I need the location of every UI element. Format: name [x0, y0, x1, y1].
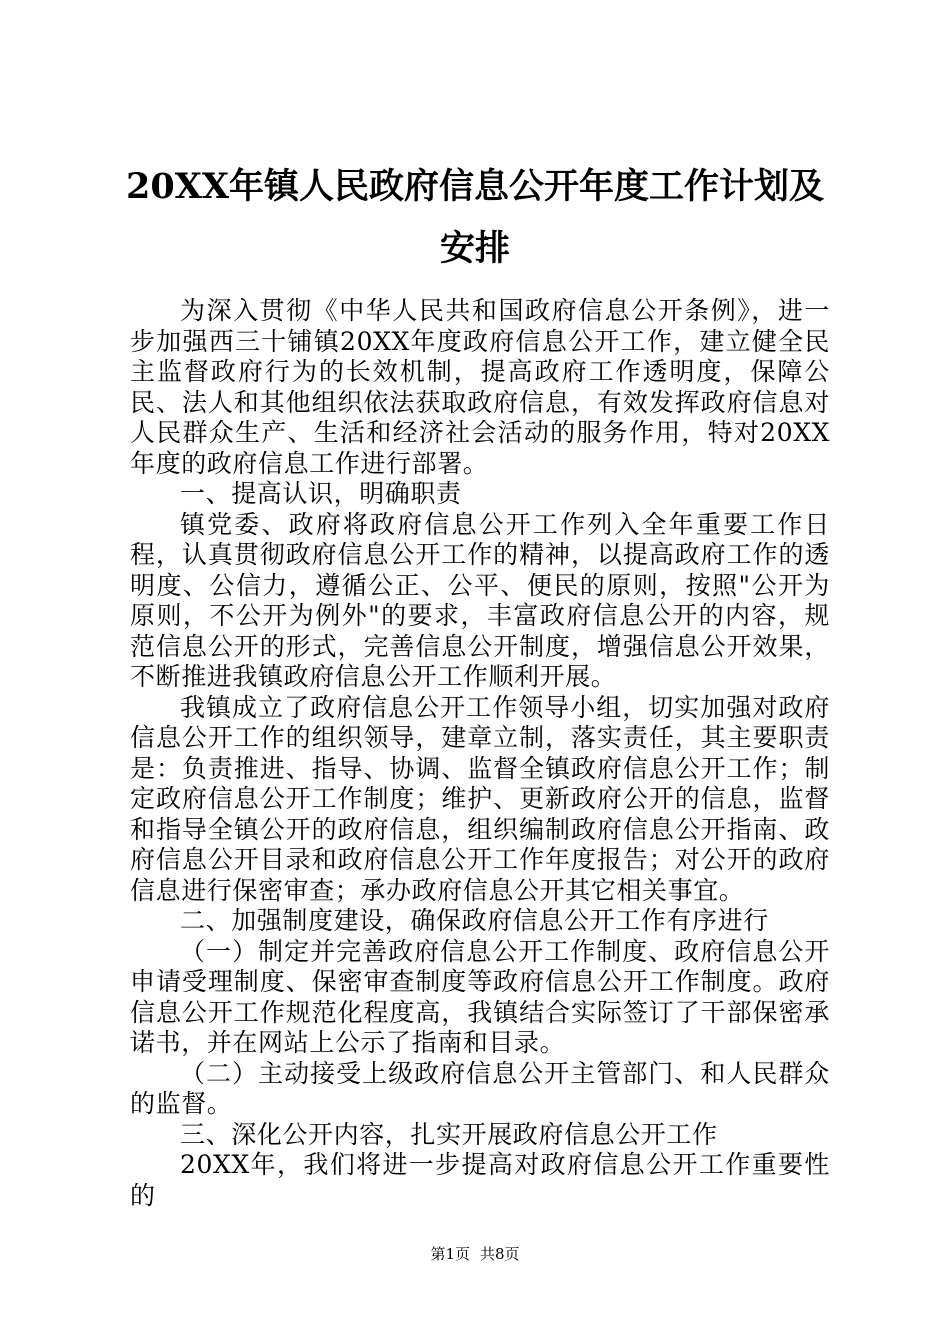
paragraph: 20XX年，我们将进一步提高对政府信息公开工作重要性的 — [130, 1150, 830, 1210]
title-line-1: 20XX年镇人民政府信息公开年度工作计划及 — [125, 166, 825, 207]
section-heading-2: 二、加强制度建设，确保政府信息公开工作有序进行 — [180, 906, 769, 935]
section-heading-3: 三、深化公开内容，扎实开展政府信息公开工作 — [180, 1119, 718, 1149]
page-total: 共8页 — [480, 1245, 520, 1263]
page-footer — [0, 1244, 950, 1264]
paragraph-intro: 为深入贯彻《中华人民共和国政府信息公开条例》，进一步加强西三十铺镇20XX年度政府信息公开工作，建立健全民主监督政府行为的长效机制，提高政府工作透明度，保障公民、法人和其他组织依法获取政府信息，有效发挥政府信息对人民群众生产、生活和经济社会活动的服务作用，特对20XX年度的政府信息工作进行部署。 — [130, 296, 830, 478]
title-line-2: 安排 — [439, 228, 510, 269]
paragraph: （一）制定并完善政府信息公开工作制度、政府信息公开申请受理制度、保密审查制度等政府信息公开工作制度。政府信息公开工作规范化程度高，我镇结合实际签订了干部保密承诺书，并在网站上公示了指南和目录。 — [130, 936, 830, 1057]
paragraph: （二）主动接受上级政府信息公开主管部门、和人民群众的监督。 — [130, 1058, 830, 1118]
paragraph: 镇党委、政府将政府信息公开工作列入全年重要工作日程，认真贯彻政府信息公开工作的精神，以提高政府工作的透明度、公信力，遵循公正、公平、便民的原则，按照"公开为原则，不公开为例外"的要求，丰富政府信息公开的内容，规范信息公开的形式，完善信息公开制度，增强信息公开效果，不断推进我镇政府信息公开工作顺利开展。 — [130, 509, 830, 691]
document-title — [100, 156, 850, 280]
document-body — [130, 296, 830, 1211]
section-heading-1: 一、提高认识，明确职责 — [180, 479, 462, 508]
page-number: 第1页 — [430, 1245, 470, 1263]
paragraph: 我镇成立了政府信息公开工作领导小组，切实加强对政府信息公开工作的组织领导，建章立制，落实责任，其主要职责是：负责推进、指导、协调、监督全镇政府信息公开工作；制定政府信息公开工作制度；维护、更新政府公开的信息，监督和指导全镇公开的政府信息，组织编制政府信息公开指南、政府信息公开目录和政府信息公开工作年度报告；对公开的政府信息进行保密审查；承办政府信息公开其它相关事宜。 — [130, 692, 830, 905]
